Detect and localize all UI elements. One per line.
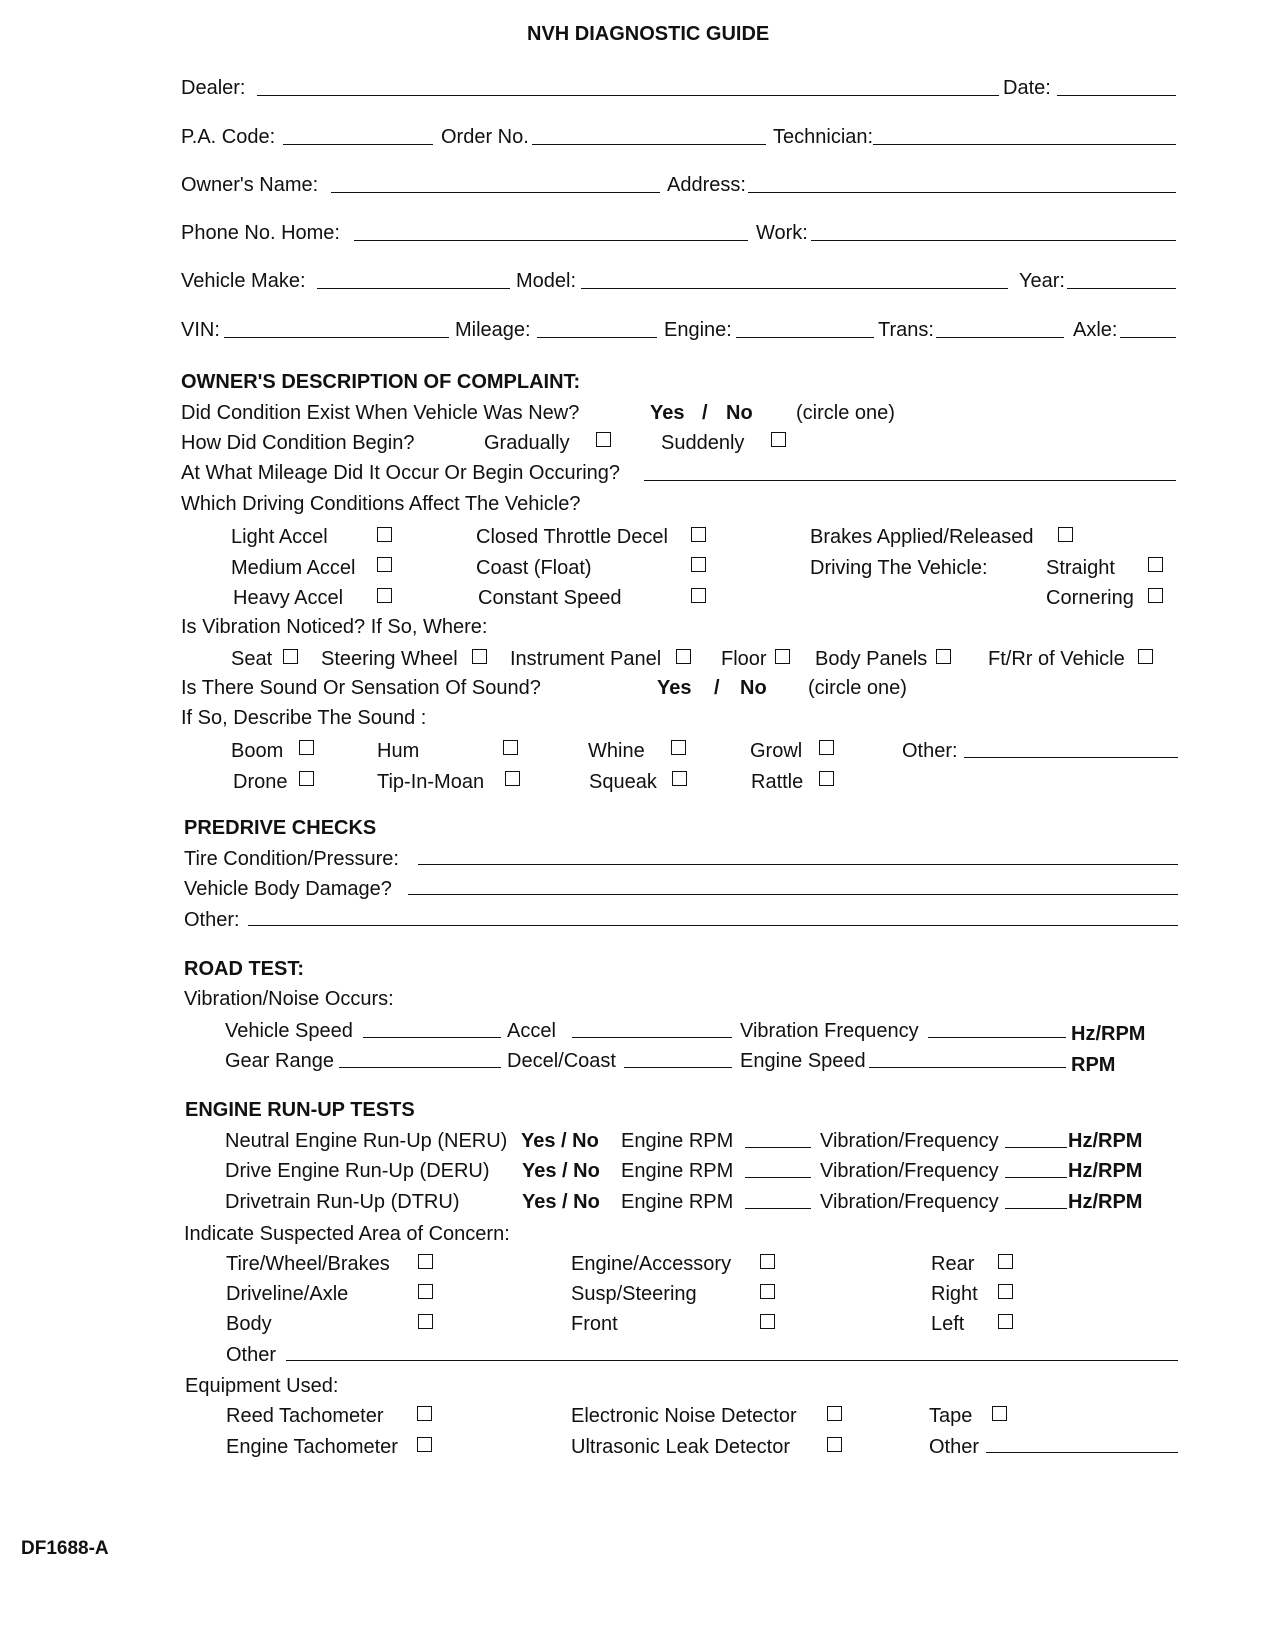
hum-checkbox[interactable] (503, 740, 518, 755)
drone-checkbox[interactable] (299, 771, 314, 786)
owners-name-label: Owner's Name: (181, 174, 319, 196)
rear-checkbox[interactable] (998, 1254, 1013, 1269)
predrive-other-label: Other: (184, 909, 240, 931)
growl-checkbox[interactable] (819, 740, 834, 755)
whine-checkbox[interactable] (671, 740, 686, 755)
engine-label: Engine: (664, 319, 732, 341)
floor-checkbox[interactable] (775, 649, 790, 664)
order-no-field[interactable] (532, 144, 766, 145)
vehicle-speed-field[interactable] (363, 1037, 501, 1038)
suddenly-checkbox[interactable] (771, 432, 786, 447)
phone-home-label: Phone No. Home: (181, 222, 340, 244)
equipment-other-label: Other (929, 1436, 980, 1458)
hum-label: Hum (377, 740, 420, 762)
road-test-heading: ROAD TEST: (184, 958, 304, 980)
predrive-heading: PREDRIVE CHECKS (184, 817, 377, 839)
tip-in-moan-label: Tip-In-Moan (377, 771, 485, 793)
reed-tach-label: Reed Tachometer (226, 1405, 384, 1427)
deru-label: Drive Engine Run-Up (DERU) (225, 1160, 490, 1182)
question-mileage: At What Mileage Did It Occur Or Begin Occuring? (181, 462, 621, 484)
model-label: Model: (516, 270, 577, 292)
suddenly-label: Suddenly (661, 432, 745, 454)
drone-label: Drone (233, 771, 288, 793)
constant-speed-label: Constant Speed (478, 587, 622, 609)
question-new: Did Condition Exist When Vehicle Was New? (181, 402, 580, 424)
floor-label: Floor (721, 648, 767, 670)
dtru-label: Drivetrain Run-Up (DTRU) (225, 1191, 460, 1213)
squeak-label: Squeak (589, 771, 657, 793)
trans-field[interactable] (936, 337, 1064, 338)
deru-engine-rpm-field[interactable] (745, 1177, 811, 1178)
instrument-panel-label: Instrument Panel (510, 648, 662, 670)
axle-field[interactable] (1120, 337, 1176, 338)
dtru-engine-rpm-field[interactable] (745, 1208, 811, 1209)
coast-label: Coast (Float) (476, 557, 592, 579)
coast-checkbox[interactable] (691, 557, 706, 572)
rpm-unit: RPM (1071, 1054, 1116, 1076)
cornering-checkbox[interactable] (1148, 588, 1163, 603)
decel-coast-field[interactable] (624, 1067, 732, 1068)
hz-rpm-unit: Hz/RPM (1071, 1023, 1146, 1045)
dtru-vib-freq-label: Vibration/Frequency (820, 1191, 999, 1213)
tape-checkbox[interactable] (992, 1406, 1007, 1421)
instrument-panel-checkbox[interactable] (676, 649, 691, 664)
body-checkbox[interactable] (418, 1314, 433, 1329)
straight-label: Straight (1046, 557, 1115, 579)
slash: / (702, 402, 708, 424)
vibration-occurs-label: Vibration/Noise Occurs: (184, 988, 394, 1010)
body-label: Body (226, 1313, 272, 1335)
model-field[interactable] (581, 288, 1008, 289)
concern-other-field[interactable] (286, 1360, 1178, 1361)
driveline-checkbox[interactable] (418, 1284, 433, 1299)
question-driving: Which Driving Conditions Affect The Vehicle? (181, 493, 581, 515)
growl-label: Growl (750, 740, 803, 762)
body-panels-label: Body Panels (815, 648, 928, 670)
tip-in-moan-checkbox[interactable] (505, 771, 520, 786)
question-describe: If So, Describe The Sound : (181, 707, 427, 729)
sound-slash: / (714, 677, 720, 699)
light-accel-checkbox[interactable] (377, 527, 392, 542)
brakes-label: Brakes Applied/Released (810, 526, 1034, 548)
sound-circle-one-note: (circle one) (808, 677, 907, 699)
leak-detector-checkbox[interactable] (827, 1437, 842, 1452)
left-checkbox[interactable] (998, 1314, 1013, 1329)
sound-other-field[interactable] (964, 757, 1178, 758)
seat-checkbox[interactable] (283, 649, 298, 664)
susp-steering-checkbox[interactable] (760, 1284, 775, 1299)
concern-heading: Indicate Suspected Area of Concern: (184, 1223, 510, 1245)
neru-vib-freq-label: Vibration/Frequency (820, 1130, 999, 1152)
neru-engine-rpm-field[interactable] (745, 1147, 811, 1148)
tire-wheel-label: Tire/Wheel/Brakes (226, 1253, 390, 1275)
yes-option[interactable]: Yes (650, 402, 685, 424)
work-field[interactable] (811, 240, 1176, 241)
gradually-checkbox[interactable] (596, 432, 611, 447)
technician-label: Technician: (773, 126, 874, 148)
dealer-label: Dealer: (181, 77, 246, 99)
whine-label: Whine (588, 740, 645, 762)
phone-home-field[interactable] (354, 240, 748, 241)
address-label: Address: (667, 174, 746, 196)
closed-throttle-checkbox[interactable] (691, 527, 706, 542)
deru-vib-freq-field[interactable] (1005, 1177, 1067, 1178)
driving-vehicle-label: Driving The Vehicle: (810, 557, 988, 579)
brakes-checkbox[interactable] (1058, 527, 1073, 542)
heavy-accel-checkbox[interactable] (377, 588, 392, 603)
gradually-label: Gradually (484, 432, 570, 454)
steering-wheel-checkbox[interactable] (472, 649, 487, 664)
gear-range-field[interactable] (339, 1067, 501, 1068)
rattle-checkbox[interactable] (819, 771, 834, 786)
noise-detector-label: Electronic Noise Detector (571, 1405, 797, 1427)
left-label: Left (931, 1313, 965, 1335)
tire-wheel-checkbox[interactable] (418, 1254, 433, 1269)
dtru-vib-freq-field[interactable] (1005, 1208, 1067, 1209)
equipment-heading: Equipment Used: (185, 1375, 339, 1397)
deru-hz-rpm-unit: Hz/RPM (1068, 1160, 1143, 1182)
engine-field[interactable] (736, 337, 874, 338)
heavy-accel-label: Heavy Accel (233, 587, 344, 609)
engine-accessory-checkbox[interactable] (760, 1254, 775, 1269)
cornering-label: Cornering (1046, 587, 1134, 609)
question-vibration: Is Vibration Noticed? If So, Where: (181, 616, 488, 638)
reed-tach-checkbox[interactable] (417, 1406, 432, 1421)
trans-label: Trans: (878, 319, 934, 341)
leak-detector-label: Ultrasonic Leak Detector (571, 1436, 790, 1458)
technician-field[interactable] (873, 144, 1176, 145)
tire-condition-field[interactable] (418, 864, 1178, 865)
rear-label: Rear (931, 1253, 975, 1275)
pa-code-field[interactable] (283, 144, 433, 145)
neru-vib-freq-field[interactable] (1005, 1147, 1067, 1148)
dealer-field[interactable] (257, 95, 999, 96)
engine-accessory-label: Engine/Accessory (571, 1253, 732, 1275)
page-title: NVH DIAGNOSTIC GUIDE (527, 23, 770, 45)
ft-rr-label: Ft/Rr of Vehicle (988, 648, 1125, 670)
susp-steering-label: Susp/Steering (571, 1283, 697, 1305)
driveline-label: Driveline/Axle (226, 1283, 349, 1305)
date-field[interactable] (1057, 95, 1176, 96)
mileage-label: Mileage: (455, 319, 531, 341)
engine-speed-field[interactable] (869, 1067, 1066, 1068)
tape-label: Tape (929, 1405, 973, 1427)
date-label: Date: (1003, 77, 1051, 99)
tire-condition-label: Tire Condition/Pressure: (184, 848, 399, 870)
sound-yes-option[interactable]: Yes (657, 677, 692, 699)
sound-other-label: Other: (902, 740, 958, 762)
order-no-label: Order No. (441, 126, 529, 148)
constant-speed-checkbox[interactable] (691, 588, 706, 603)
squeak-checkbox[interactable] (672, 771, 687, 786)
accel-field[interactable] (572, 1037, 732, 1038)
form-code: DF1688-A (21, 1538, 109, 1559)
year-label: Year: (1019, 270, 1065, 292)
address-field[interactable] (748, 192, 1176, 193)
vibration-frequency-field[interactable] (928, 1037, 1066, 1038)
vin-field[interactable] (224, 337, 449, 338)
neru-hz-rpm-unit: Hz/RPM (1068, 1130, 1143, 1152)
straight-checkbox[interactable] (1148, 557, 1163, 572)
question-sound: Is There Sound Or Sensation Of Sound? (181, 677, 541, 699)
no-option[interactable]: No (726, 402, 753, 424)
right-label: Right (931, 1283, 978, 1305)
neru-yes-no[interactable]: Yes / No (521, 1130, 599, 1152)
decel-coast-label: Decel/Coast (507, 1050, 616, 1072)
boom-label: Boom (231, 740, 284, 762)
sound-no-option[interactable]: No (740, 677, 767, 699)
vehicle-make-label: Vehicle Make: (181, 270, 306, 292)
complaint-heading: OWNER'S DESCRIPTION OF COMPLAINT: (181, 371, 581, 393)
deru-yes-no[interactable]: Yes / No (522, 1160, 600, 1182)
mileage-field[interactable] (537, 337, 657, 338)
mileage-occur-field[interactable] (644, 480, 1176, 481)
medium-accel-checkbox[interactable] (377, 557, 392, 572)
predrive-other-field[interactable] (248, 925, 1178, 926)
concern-other-label: Other (226, 1344, 277, 1366)
dtru-engine-rpm-label: Engine RPM (621, 1191, 734, 1213)
owners-name-field[interactable] (331, 192, 660, 193)
right-checkbox[interactable] (998, 1284, 1013, 1299)
circle-one-note: (circle one) (796, 402, 895, 424)
medium-accel-label: Medium Accel (231, 557, 356, 579)
engine-tach-label: Engine Tachometer (226, 1436, 398, 1458)
noise-detector-checkbox[interactable] (827, 1406, 842, 1421)
vehicle-make-field[interactable] (317, 288, 510, 289)
body-panels-checkbox[interactable] (936, 649, 951, 664)
rattle-label: Rattle (751, 771, 804, 793)
engine-speed-label: Engine Speed (740, 1050, 866, 1072)
runup-heading: ENGINE RUN-UP TESTS (185, 1099, 415, 1121)
front-label: Front (571, 1313, 618, 1335)
neru-label: Neutral Engine Run-Up (NERU) (225, 1130, 508, 1152)
accel-label: Accel (507, 1020, 556, 1042)
pa-code-label: P.A. Code: (181, 126, 276, 148)
engine-tach-checkbox[interactable] (417, 1437, 432, 1452)
seat-label: Seat (231, 648, 273, 670)
ft-rr-checkbox[interactable] (1138, 649, 1153, 664)
body-damage-field[interactable] (408, 894, 1178, 895)
front-checkbox[interactable] (760, 1314, 775, 1329)
deru-engine-rpm-label: Engine RPM (621, 1160, 734, 1182)
vibration-frequency-label: Vibration Frequency (740, 1020, 919, 1042)
dtru-hz-rpm-unit: Hz/RPM (1068, 1191, 1143, 1213)
dtru-yes-no[interactable]: Yes / No (522, 1191, 600, 1213)
vehicle-speed-label: Vehicle Speed (225, 1020, 353, 1042)
deru-vib-freq-label: Vibration/Frequency (820, 1160, 999, 1182)
vin-label: VIN: (181, 319, 220, 341)
neru-engine-rpm-label: Engine RPM (621, 1130, 734, 1152)
equipment-other-field[interactable] (986, 1452, 1178, 1453)
question-begin: How Did Condition Begin? (181, 432, 415, 454)
body-damage-label: Vehicle Body Damage? (184, 878, 392, 900)
steering-wheel-label: Steering Wheel (321, 648, 458, 670)
light-accel-label: Light Accel (231, 526, 328, 548)
work-label: Work: (756, 222, 808, 244)
axle-label: Axle: (1073, 319, 1118, 341)
year-field[interactable] (1067, 288, 1176, 289)
gear-range-label: Gear Range (225, 1050, 334, 1072)
boom-checkbox[interactable] (299, 740, 314, 755)
closed-throttle-label: Closed Throttle Decel (476, 526, 668, 548)
